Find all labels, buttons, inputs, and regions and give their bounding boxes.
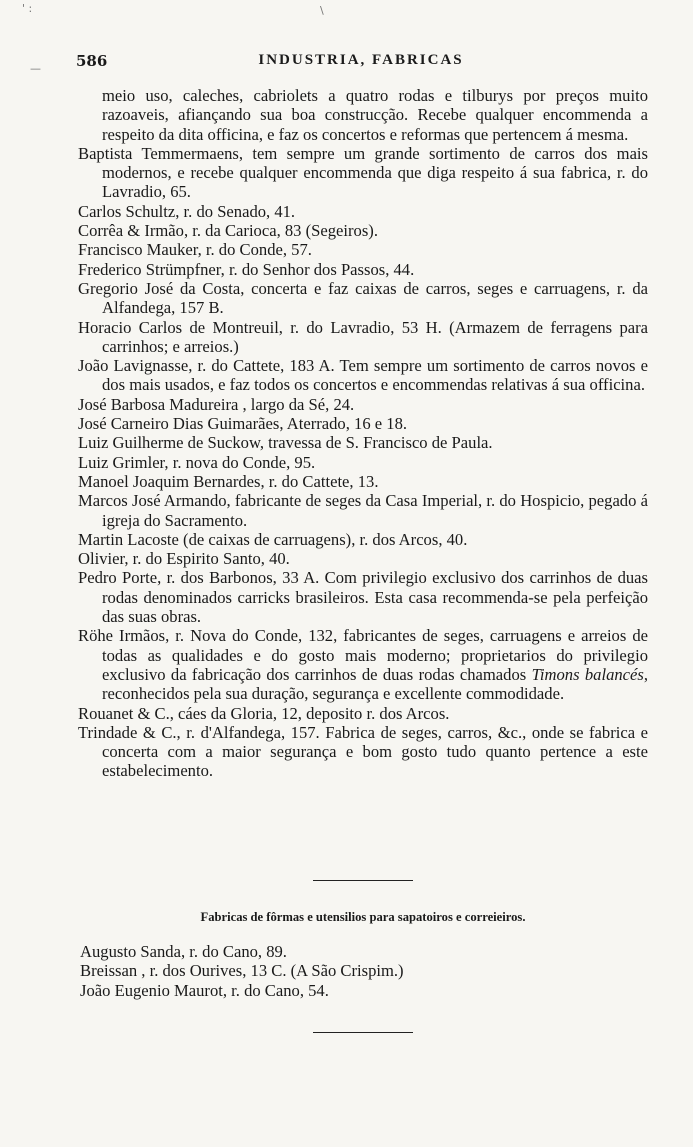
section-heading: Fabricas de fôrmas e utensilios para sapatoiros e correieiros. [200,910,526,924]
list-item: Röhe Irmãos, r. Nova do Conde, 132, fabricantes de seges, carruagens e arreios de todas as qualidades e do gosto mais moderno; proprietarios do privilegio exclusivo da fabricação dos carrinhos de duas rodas chamados Timons balancés, reconhecidos pela sua duração, segurança e excellente commodidade. [78,626,649,704]
list-item: Horacio Carlos de Montreuil, r. do Lavradio, 53 H. (Armazem de ferragens para carrinhos; e arreios.) [78,317,648,356]
scan-speck: — [30,62,41,75]
page-header [76,52,646,76]
scan-speck: \ [320,4,324,17]
section-divider [313,1032,413,1033]
list-item: meio uso, caleches, cabriolets a quatro rodas e tilburys por preços muito razoaveis, afiançando sua boa construcção. Recebe qualquer encommenda a respeito da dita officina, e faz os concertos e reformas que pertencem á mesma. [102,86,648,144]
list-item: Manoel Joaquim Bernardes, r. do Cattete, 13. [78,471,379,491]
directory-list [78,86,648,781]
list-item: Corrêa & Irmão, r. da Carioca, 83 (Segeiros). [78,221,378,241]
list-item: Augusto Sanda, r. do Cano, 89. [80,942,287,961]
list-item: Olivier, r. do Espirito Santo, 40. [78,549,290,569]
list-item: Breissan , r. dos Ourives, 13 C. (A São Crispim.) [80,961,404,981]
list-item: José Carneiro Dias Guimarães, Aterrado, 16 e 18. [78,414,408,434]
list-item: Carlos Schultz, r. do Senado, 41. [78,201,296,221]
list-item: Trindade & C., r. d'Alfandega, 157. Fabrica de seges, carros, &c., onde se fabrica e concerta com a maior segurança e bom gosto tudo quanto pertence a este estabelecimento. [78,722,648,781]
list-item: Frederico Strümpfner, r. do Senhor dos Passos, 44. [78,259,415,279]
list-item: João Lavignasse, r. do Cattete, 183 A. Tem sempre um sortimento de carros novos e dos mais usados, e faz todos os concertos e encommendas relativas á sua officina. [78,356,648,395]
running-title: INDUSTRIA, FABRICAS [258,52,464,68]
list-item: Baptista Temmermaens, tem sempre um grande sortimento de carros dos mais modernos, e recebe qualquer encommenda que diga respeito á sua fabrica, r. do Lavradio, 65. [78,143,648,202]
list-item: Pedro Porte, r. dos Barbonos, 33 A. Com privilegio exclusivo dos carrinhos de duas rodas denominados carricks brasileiros. Esta casa recommenda-se pela perfeição das suas obras. [78,568,648,627]
list-item: João Eugenio Maurot, r. do Cano, 54. [80,980,329,1000]
list-item: Rouanet & C., cáes da Gloria, 12, deposito r. dos Arcos. [78,703,450,723]
list-item: Marcos José Armando, fabricante de seges da Casa Imperial, r. do Hospicio, pegado á igreja do Sacramento. [78,491,648,530]
list-item: Martin Lacoste (de caixas de carruagens), r. dos Arcos, 40. [78,529,468,549]
list-item: José Barbosa Madureira , largo da Sé, 24. [78,394,355,414]
list-item: Luiz Grimler, r. nova do Conde, 95. [78,452,316,472]
list-item: Gregorio José da Costa, concerta e faz caixas de carros, seges e carruagens, r. da Alfandega, 157 B. [78,278,648,318]
section-list [80,942,650,1000]
section-divider [313,880,413,881]
page-number: 586 [76,52,108,70]
scan-speck: ' : [22,2,33,15]
list-item: Francisco Mauker, r. do Conde, 57. [78,240,312,260]
list-item: Luiz Guilherme de Suckow, travessa de S. Francisco de Paula. [78,433,493,453]
